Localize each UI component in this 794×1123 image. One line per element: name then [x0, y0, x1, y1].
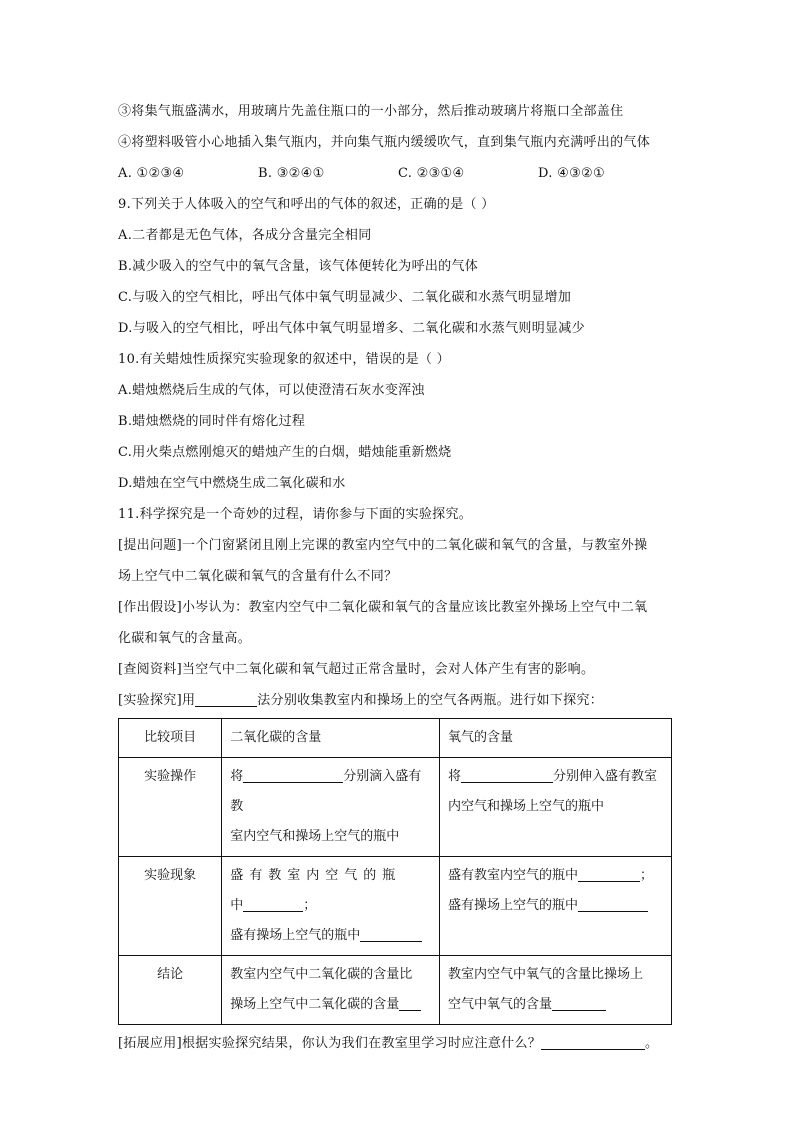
cell-text: 内空气和操场上空气的瓶中 [447, 799, 604, 814]
row-label-operation: 实验操作 [119, 758, 222, 857]
cell-o2-conclusion [439, 956, 671, 1025]
cell-text: 操场上空气中二氧化碳的含量 [230, 997, 400, 1012]
table-header-o2: 氧气的含量 [439, 719, 671, 758]
table-row-operation [119, 758, 672, 857]
q11-question-line2: 场上空气中二氧化碳和氧气的含量有什么不同？ [118, 569, 398, 584]
q11-application-pre: [拓展应用]根据实验探究结果，你认为我们在教室里学习时应注意什么？ [118, 1036, 542, 1051]
q11-reference: [查阅资料]当空气中二氧化碳和氧气超过正常含量时，会对人体产生有害的影响。 [118, 662, 595, 677]
table-header-row [119, 719, 672, 758]
q8-item-3: ③将集气瓶盛满水，用玻璃片先盖住瓶口的一小部分，然后推动玻璃片将瓶口全部盖住 [118, 104, 624, 119]
cell-text: 教室内空气中二氧化碳的含量比 [230, 967, 413, 982]
table-header-item: 比较项目 [119, 719, 222, 758]
cell-co2-phenomenon [222, 857, 440, 956]
q11-stem: 11.科学探究是一个奇妙的过程，请你参与下面的实验探究。 [118, 507, 473, 522]
q11-application-post: 。 [645, 1036, 659, 1051]
q11-hypothesis-line2: 化碳和氧气的含量高。 [118, 631, 252, 646]
cell-text: 将 [230, 769, 244, 784]
q8-option-a: A. ①②③④ [118, 166, 185, 181]
cell-text: 空气中氧气的含量 [447, 997, 552, 1012]
q8-option-c: C. ②③①④ [398, 166, 465, 181]
cell-text: 教室内空气中氧气的含量比操场上 [447, 967, 643, 982]
q8-option-d: D. ④③②① [538, 166, 605, 181]
answer-blank-o2-item[interactable] [461, 768, 553, 783]
cell-text: ； [303, 898, 317, 913]
cell-text: 将 [447, 769, 461, 784]
q10-option-a: A.蜡烛燃烧后生成的气体，可以使澄清石灰水变浑浊 [118, 383, 425, 398]
table-header-co2: 二氧化碳的含量 [222, 719, 440, 758]
q9-option-b: B.减少吸入的空气中的氧气含量，该气体便转化为呼出的气体 [118, 259, 479, 274]
q11-explore [118, 685, 678, 716]
table-row-conclusion [119, 956, 672, 1025]
q11-application [118, 1028, 678, 1059]
cell-text: 分别伸入盛有教室 [552, 769, 657, 784]
experiment-table [118, 718, 672, 1025]
table-row-phenomenon [119, 857, 672, 956]
cell-o2-phenomenon [439, 857, 671, 956]
cell-text: 盛有操场上空气的瓶中 [447, 898, 578, 913]
cell-o2-operation [439, 758, 671, 857]
answer-blank-o2-outdoor[interactable] [578, 897, 648, 912]
q11-question-line1: [提出问题]一个门窗紧闭且刚上完课的教室内空气中的二氧化碳和氧气的含量，与教室外操 [118, 538, 648, 553]
exam-page [118, 96, 678, 1059]
cell-text: 盛有操场上空气的瓶中 [230, 928, 361, 943]
cell-text: 分别滴入盛有教 [230, 769, 422, 814]
q10-option-c: C.用火柴点燃刚熄灭的蜡烛产生的白烟，蜡烛能重新燃烧 [118, 445, 452, 460]
q9-option-d: D.与吸入的空气相比，呼出气体中氧气明显增多、二氧化碳和水蒸气则明显减少 [118, 321, 585, 336]
q9-option-a: A.二者都是无色气体，各成分含量完全相同 [118, 228, 372, 243]
q10-option-b: B.蜡烛燃烧的同时伴有熔化过程 [118, 414, 306, 429]
cell-text: 盛有教室内空气的瓶 [230, 868, 402, 883]
answer-blank-application[interactable] [541, 1035, 645, 1050]
q11-explore-pre: [实验探究]用 [118, 693, 196, 708]
answer-blank-co2-conclusion[interactable] [399, 996, 421, 1011]
q11-hypothesis-line1: [作出假设]小岑认为：教室内空气中二氧化碳和氧气的含量应该比教室外操场上空气中二氧 [118, 600, 648, 615]
answer-blank-co2-indoor[interactable] [243, 897, 303, 912]
q8-options [118, 158, 678, 189]
answer-blank-co2-reagent[interactable] [243, 768, 343, 783]
q11-explore-post: 法分别收集教室内和操场上的空气各两瓶。进行如下探究： [257, 693, 604, 708]
q8-option-b: B. ③②④① [258, 166, 325, 181]
q10-option-d: D.蜡烛在空气中燃烧生成二氧化碳和水 [118, 476, 346, 491]
cell-text: 室内空气和操场上空气的瓶中 [230, 829, 400, 844]
cell-text: 中 [230, 898, 244, 913]
answer-blank-o2-conclusion[interactable] [552, 996, 606, 1011]
answer-blank-method[interactable] [195, 692, 257, 707]
row-label-conclusion: 结论 [119, 956, 222, 1025]
cell-text: ； [639, 868, 653, 883]
row-label-phenomenon: 实验现象 [119, 857, 222, 956]
q8-item-4: ④将塑料吸管小心地插入集气瓶内，并向集气瓶内缓缓吹气，直到集气瓶内充满呼出的气体 [118, 135, 651, 150]
answer-blank-co2-outdoor[interactable] [360, 927, 422, 942]
q10-stem: 10.有关蜡烛性质探究实验现象的叙述中，错误的是（ ） [118, 352, 450, 367]
cell-text: 盛有教室内空气的瓶中 [447, 868, 578, 883]
answer-blank-o2-indoor[interactable] [578, 867, 640, 882]
q9-stem: 9.下列关于人体吸入的空气和呼出的气体的叙述，正确的是（ ） [118, 197, 495, 212]
cell-co2-conclusion [222, 956, 440, 1025]
cell-co2-operation [222, 758, 440, 857]
q9-option-c: C.与吸入的空气相比，呼出气体中氧气明显减少、二氧化碳和水蒸气明显增加 [118, 290, 572, 305]
